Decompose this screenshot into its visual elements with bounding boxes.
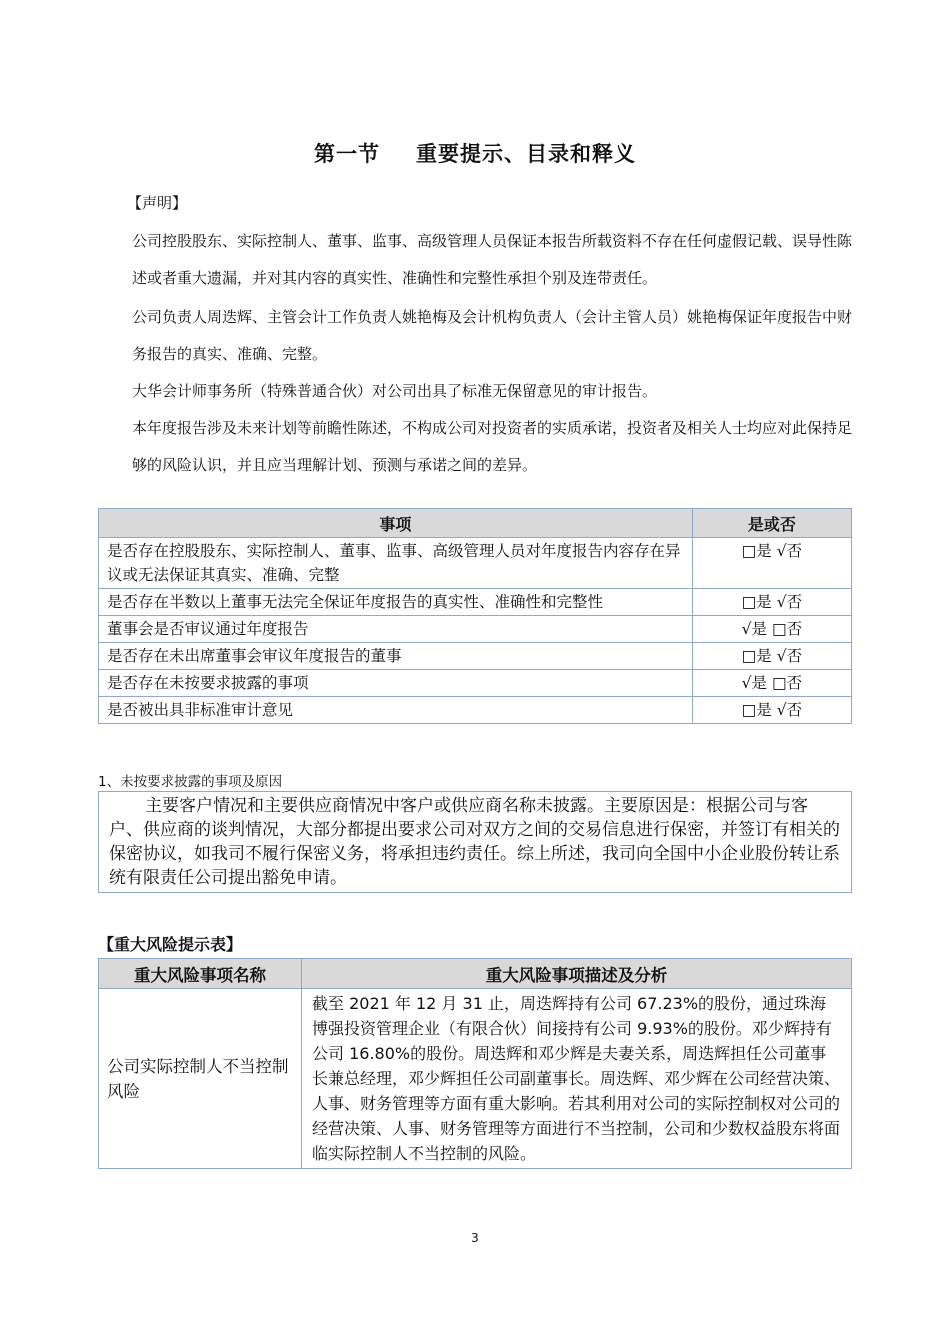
column-header-answer: 是或否	[692, 509, 851, 538]
paragraph-forward-looking	[98, 410, 854, 484]
paragraph-responsible	[98, 299, 854, 373]
table-row	[99, 589, 852, 616]
matter-answer: □是 √否	[692, 697, 851, 724]
risk-table-label: 【重大风险提示表】	[98, 935, 243, 954]
section-title	[0, 138, 950, 168]
table-row	[99, 989, 852, 1169]
matter-item: 是否被出具非标准审计意见	[99, 697, 693, 724]
column-header-risk-desc: 重大风险事项描述及分析	[302, 959, 852, 989]
section-number: 第一节	[314, 142, 380, 166]
matter-answer: √是 □否	[692, 616, 851, 643]
paragraph-text: 公司控股股东、实际控制人、董事、监事、高级管理人员保证本报告所载资料不存在任何虚假记载、误导性陈述或者重大遗漏，并对其内容的真实性、准确性和完整性承担个别及连带责任。	[132, 232, 853, 287]
table-header-row	[99, 959, 852, 989]
paragraph-guarantee	[98, 223, 854, 297]
undisclosed-label: 1、未按要求披露的事项及原因	[98, 774, 283, 790]
declaration-label: 【声明】	[127, 194, 188, 212]
table-row	[99, 670, 852, 697]
risk-description: 截至 2021 年 12 月 31 止，周迭辉持有公司 67.23%的股份，通过珠海博强投资管理企业（有限合伙）间接持有公司 9.93%的股份。邓少辉持有公司 16.80%的股份。周迭辉和邓少辉是夫妻关系，周迭辉担任公司董事长兼总经理，邓少辉担任公司副董事长。周迭辉、邓少辉在公司经营决策、人事、财务管理等方面有重大影响。若其利用对公司的实际控制权对公司的经营决策、人事、财务管理等方面进行不当控制，公司和少数权益股东将面临实际控制人不当控制的风险。	[302, 989, 852, 1169]
matter-item: 是否存在控股股东、实际控制人、董事、监事、高级管理人员对年度报告内容存在异议或无法保证其真实、准确、完整	[99, 538, 693, 589]
risk-name: 公司实际控制人不当控制风险	[99, 989, 302, 1169]
matter-item: 董事会是否审议通过年度报告	[99, 616, 693, 643]
paragraph-auditor: 大华会计师事务所（特殊普通合伙）对公司出具了标准无保留意见的审计报告。	[132, 382, 658, 400]
matter-item: 是否存在未按要求披露的事项	[99, 670, 693, 697]
matter-item: 是否存在半数以上董事无法完全保证年度报告的真实性、准确性和完整性	[99, 589, 693, 616]
risk-table	[98, 958, 852, 1169]
matters-table	[98, 508, 852, 724]
matter-answer: □是 √否	[692, 538, 851, 589]
table-row	[99, 538, 852, 589]
matter-item: 是否存在未出席董事会审议年度报告的董事	[99, 643, 693, 670]
undisclosed-reason-box	[98, 791, 852, 893]
table-row	[99, 697, 852, 724]
table-row	[99, 616, 852, 643]
column-header-item: 事项	[99, 509, 693, 538]
matter-answer: □是 √否	[692, 589, 851, 616]
table-header-row	[99, 509, 852, 538]
paragraph-text: 公司负责人周迭辉、主管会计工作负责人姚艳梅及会计机构负责人（会计主管人员）姚艳梅保证年度报告中财务报告的真实、准确、完整。	[132, 308, 853, 363]
paragraph-text: 本年度报告涉及未来计划等前瞻性陈述，不构成公司对投资者的实质承诺，投资者及相关人士均应对此保持足够的风险认识，并且应当理解计划、预测与承诺之间的差异。	[132, 419, 853, 474]
matter-answer: □是 √否	[692, 643, 851, 670]
page-number: 3	[471, 1231, 479, 1245]
section-heading: 重要提示、目录和释义	[416, 142, 636, 166]
undisclosed-reason-text: 主要客户情况和主要供应商情况中客户或供应商名称未披露。主要原因是：根据公司与客户、供应商的谈判情况，大部分都提出要求公司对双方之间的交易信息进行保密，并签订有相关的保密协议，如我司不履行保密义务，将承担违约责任。综上所述，我司向全国中小企业股份转让系统有限责任公司提出豁免申请。	[109, 796, 840, 888]
table-row	[99, 643, 852, 670]
matter-answer: √是 □否	[692, 670, 851, 697]
column-header-risk-name: 重大风险事项名称	[99, 959, 302, 989]
